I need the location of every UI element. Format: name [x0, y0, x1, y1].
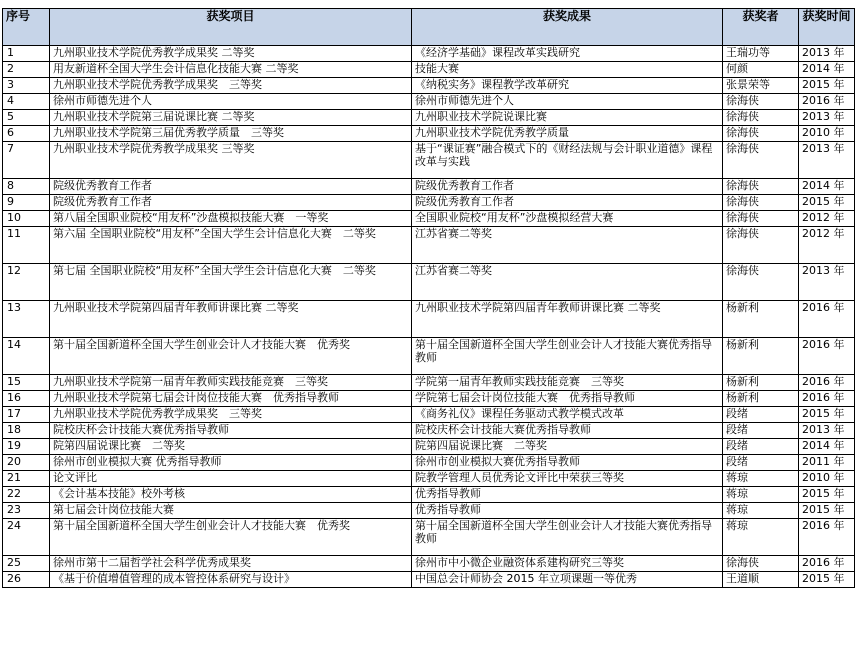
- table-row: [3, 227, 855, 264]
- cell-date: 2015 年: [799, 78, 855, 94]
- cell-date: 2014 年: [799, 179, 855, 195]
- cell-project: 第七届 全国职业院校“用友杯”全国大学生会计信息化大赛 二等奖: [50, 264, 412, 301]
- cell-winner: 何颜: [723, 62, 799, 78]
- cell-index: 23: [3, 503, 50, 519]
- cell-project: 九州职业技术学院优秀教学成果奖 三等奖: [50, 142, 412, 179]
- cell-winner: 徐海侠: [723, 142, 799, 179]
- cell-result: 技能大赛: [412, 62, 723, 78]
- cell-project: 徐州市第十二届哲学社会科学优秀成果奖: [50, 556, 412, 572]
- cell-project: 九州职业技术学院优秀教学成果奖 三等奖: [50, 407, 412, 423]
- cell-winner: 徐海侠: [723, 556, 799, 572]
- cell-result: 基于“课证赛”融合模式下的《财经法规与会计职业道德》课程改革与实践: [412, 142, 723, 179]
- cell-index: 22: [3, 487, 50, 503]
- cell-date: 2016 年: [799, 519, 855, 556]
- cell-date: 2016 年: [799, 375, 855, 391]
- cell-winner: 杨新利: [723, 375, 799, 391]
- cell-date: 2013 年: [799, 110, 855, 126]
- table-row: [3, 62, 855, 78]
- header-index: 序号: [3, 9, 50, 46]
- cell-project: 第八届全国职业院校“用友杯”沙盘模拟技能大赛 一等奖: [50, 211, 412, 227]
- cell-date: 2016 年: [799, 391, 855, 407]
- cell-index: 13: [3, 301, 50, 338]
- cell-index: 16: [3, 391, 50, 407]
- table-row: [3, 94, 855, 110]
- cell-project: 院级优秀教育工作者: [50, 179, 412, 195]
- table-row: [3, 519, 855, 556]
- cell-date: 2012 年: [799, 227, 855, 264]
- table-row: [3, 455, 855, 471]
- cell-result: 第十届全国新道杯全国大学生创业会计人才技能大赛优秀指导教师: [412, 338, 723, 375]
- cell-index: 4: [3, 94, 50, 110]
- cell-index: 7: [3, 142, 50, 179]
- cell-date: 2016 年: [799, 338, 855, 375]
- cell-result: 徐州市中小微企业融资体系建构研究三等奖: [412, 556, 723, 572]
- awards-table: [2, 8, 855, 588]
- cell-project: 第十届全国新道杯全国大学生创业会计人才技能大赛 优秀奖: [50, 519, 412, 556]
- cell-date: 2014 年: [799, 62, 855, 78]
- cell-project: 九州职业技术学院优秀教学成果奖 二等奖: [50, 46, 412, 62]
- cell-date: 2015 年: [799, 503, 855, 519]
- cell-index: 1: [3, 46, 50, 62]
- cell-project: 院第四届说课比赛 二等奖: [50, 439, 412, 455]
- table-row: [3, 211, 855, 227]
- cell-winner: 徐海侠: [723, 94, 799, 110]
- cell-result: 《商务礼仪》课程任务驱动式教学模式改革: [412, 407, 723, 423]
- table-row: [3, 195, 855, 211]
- cell-result: 中国总会计师协会 2015 年立项课题一等优秀: [412, 572, 723, 588]
- cell-result: 九州职业技术学院第四届青年教师讲课比赛 二等奖: [412, 301, 723, 338]
- cell-date: 2016 年: [799, 556, 855, 572]
- cell-result: 九州职业技术学院说课比赛: [412, 110, 723, 126]
- cell-winner: 蒋琼: [723, 503, 799, 519]
- cell-winner: 徐海侠: [723, 227, 799, 264]
- table-row: [3, 423, 855, 439]
- cell-index: 11: [3, 227, 50, 264]
- header-project: 获奖项目: [50, 9, 412, 46]
- cell-index: 15: [3, 375, 50, 391]
- cell-winner: 王瑞功等: [723, 46, 799, 62]
- cell-date: 2010 年: [799, 126, 855, 142]
- cell-date: 2014 年: [799, 439, 855, 455]
- cell-winner: 段绪: [723, 423, 799, 439]
- cell-result: 学院第一届青年教师实践技能竞赛 三等奖: [412, 375, 723, 391]
- table-row: [3, 179, 855, 195]
- cell-project: 九州职业技术学院第四届青年教师讲课比赛 二等奖: [50, 301, 412, 338]
- table-row: [3, 375, 855, 391]
- cell-result: 优秀指导教师: [412, 503, 723, 519]
- cell-project: 九州职业技术学院第七届会计岗位技能大赛 优秀指导教师: [50, 391, 412, 407]
- cell-winner: 徐海侠: [723, 179, 799, 195]
- cell-winner: 段绪: [723, 455, 799, 471]
- cell-project: 九州职业技术学院优秀教学成果奖 三等奖: [50, 78, 412, 94]
- cell-index: 14: [3, 338, 50, 375]
- cell-result: 徐州市师德先进个人: [412, 94, 723, 110]
- cell-index: 5: [3, 110, 50, 126]
- table-row: [3, 110, 855, 126]
- cell-result: 优秀指导教师: [412, 487, 723, 503]
- cell-index: 25: [3, 556, 50, 572]
- cell-date: 2015 年: [799, 572, 855, 588]
- cell-winner: 段绪: [723, 439, 799, 455]
- cell-date: 2013 年: [799, 46, 855, 62]
- table-row: [3, 407, 855, 423]
- header-date: 获奖时间: [799, 9, 855, 46]
- cell-result: 九州职业技术学院优秀教学质量: [412, 126, 723, 142]
- cell-project: 第十届全国新道杯全国大学生创业会计人才技能大赛 优秀奖: [50, 338, 412, 375]
- cell-date: 2016 年: [799, 94, 855, 110]
- cell-result: 学院第七届会计岗位技能大赛 优秀指导教师: [412, 391, 723, 407]
- cell-index: 9: [3, 195, 50, 211]
- table-row: [3, 264, 855, 301]
- cell-winner: 徐海侠: [723, 211, 799, 227]
- cell-date: 2011 年: [799, 455, 855, 471]
- cell-date: 2016 年: [799, 301, 855, 338]
- cell-winner: 王道顺: [723, 572, 799, 588]
- cell-date: 2013 年: [799, 142, 855, 179]
- table-row: [3, 338, 855, 375]
- cell-project: 第六届 全国职业院校“用友杯”全国大学生会计信息化大赛 二等奖: [50, 227, 412, 264]
- cell-date: 2015 年: [799, 487, 855, 503]
- cell-date: 2013 年: [799, 423, 855, 439]
- cell-result: 全国职业院校“用友杯”沙盘模拟经营大赛: [412, 211, 723, 227]
- table-row: [3, 126, 855, 142]
- cell-result: 院教学管理人员优秀论文评比中荣获三等奖: [412, 471, 723, 487]
- table-row: [3, 142, 855, 179]
- cell-project: 徐州市师德先进个人: [50, 94, 412, 110]
- cell-result: 《经济学基础》课程改革实践研究: [412, 46, 723, 62]
- cell-result: 院校庆杯会计技能大赛优秀指导教师: [412, 423, 723, 439]
- cell-index: 10: [3, 211, 50, 227]
- cell-winner: 徐海侠: [723, 264, 799, 301]
- cell-project: 九州职业技术学院第一届青年教师实践技能竞赛 三等奖: [50, 375, 412, 391]
- table-row: [3, 556, 855, 572]
- cell-index: 18: [3, 423, 50, 439]
- cell-result: 院第四届说课比赛 二等奖: [412, 439, 723, 455]
- cell-result: 江苏省赛二等奖: [412, 264, 723, 301]
- cell-winner: 徐海侠: [723, 110, 799, 126]
- table-row: [3, 572, 855, 588]
- cell-project: 院校庆杯会计技能大赛优秀指导教师: [50, 423, 412, 439]
- cell-date: 2015 年: [799, 407, 855, 423]
- cell-index: 24: [3, 519, 50, 556]
- cell-date: 2013 年: [799, 264, 855, 301]
- cell-result: 江苏省赛二等奖: [412, 227, 723, 264]
- header-result: 获奖成果: [412, 9, 723, 46]
- table-row: [3, 78, 855, 94]
- cell-result: 《纳税实务》课程教学改革研究: [412, 78, 723, 94]
- header-row: [3, 9, 855, 46]
- cell-winner: 杨新利: [723, 391, 799, 407]
- cell-project: 《会计基本技能》校外考核: [50, 487, 412, 503]
- cell-result: 院级优秀教育工作者: [412, 195, 723, 211]
- cell-project: 徐州市创业模拟大赛 优秀指导教师: [50, 455, 412, 471]
- cell-index: 6: [3, 126, 50, 142]
- cell-winner: 蒋琼: [723, 471, 799, 487]
- table-row: [3, 301, 855, 338]
- cell-winner: 段绪: [723, 407, 799, 423]
- table-row: [3, 46, 855, 62]
- cell-project: 用友新道杯全国大学生会计信息化技能大赛 二等奖: [50, 62, 412, 78]
- cell-result: 院级优秀教育工作者: [412, 179, 723, 195]
- cell-winner: 杨新利: [723, 338, 799, 375]
- cell-index: 21: [3, 471, 50, 487]
- cell-result: 徐州市创业模拟大赛优秀指导教师: [412, 455, 723, 471]
- cell-index: 26: [3, 572, 50, 588]
- cell-index: 19: [3, 439, 50, 455]
- cell-winner: 张景荣等: [723, 78, 799, 94]
- cell-winner: 蒋琼: [723, 519, 799, 556]
- cell-project: 院级优秀教育工作者: [50, 195, 412, 211]
- cell-index: 12: [3, 264, 50, 301]
- table-row: [3, 391, 855, 407]
- cell-date: 2012 年: [799, 211, 855, 227]
- header-winner: 获奖者: [723, 9, 799, 46]
- table-row: [3, 439, 855, 455]
- cell-winner: 蒋琼: [723, 487, 799, 503]
- cell-winner: 徐海侠: [723, 126, 799, 142]
- cell-project: 九州职业技术学院第三届说课比赛 二等奖: [50, 110, 412, 126]
- cell-result: 第十届全国新道杯全国大学生创业会计人才技能大赛优秀指导教师: [412, 519, 723, 556]
- cell-project: 《基于价值增值管理的成本管控体系研究与设计》: [50, 572, 412, 588]
- cell-index: 3: [3, 78, 50, 94]
- cell-index: 2: [3, 62, 50, 78]
- cell-index: 20: [3, 455, 50, 471]
- cell-project: 九州职业技术学院第三届优秀教学质量 三等奖: [50, 126, 412, 142]
- cell-date: 2010 年: [799, 471, 855, 487]
- cell-winner: 杨新利: [723, 301, 799, 338]
- table-row: [3, 487, 855, 503]
- cell-date: 2015 年: [799, 195, 855, 211]
- table-row: [3, 471, 855, 487]
- cell-project: 论文评比: [50, 471, 412, 487]
- cell-index: 17: [3, 407, 50, 423]
- table-row: [3, 503, 855, 519]
- cell-winner: 徐海侠: [723, 195, 799, 211]
- cell-project: 第七届会计岗位技能大赛: [50, 503, 412, 519]
- cell-index: 8: [3, 179, 50, 195]
- table-body: [3, 46, 855, 588]
